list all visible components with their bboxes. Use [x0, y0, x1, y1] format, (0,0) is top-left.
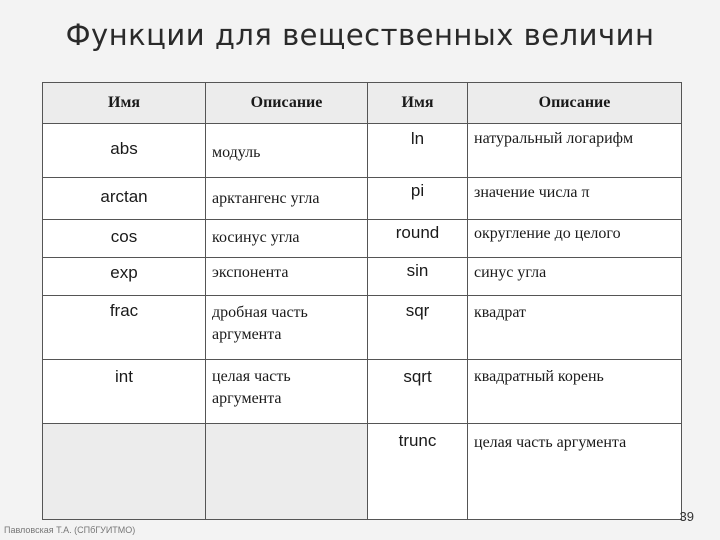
header-name-1: Имя: [43, 83, 206, 124]
function-description: округление до целого: [468, 220, 682, 258]
function-name: round: [368, 220, 468, 258]
table-row: [43, 220, 682, 258]
function-name: int: [43, 360, 206, 424]
function-description: квадратный корень: [468, 360, 682, 424]
function-name: sqr: [368, 296, 468, 360]
function-name: arctan: [43, 178, 206, 220]
function-name: sqrt: [368, 360, 468, 424]
table-row: [43, 296, 682, 360]
table-row: [43, 360, 682, 424]
footer-author: Павловская Т.А. (СПбГУИТМО): [4, 525, 136, 535]
function-name: cos: [43, 220, 206, 258]
table-row: [43, 424, 682, 520]
function-description: квадрат: [468, 296, 682, 360]
function-description: арктангенс угла: [206, 178, 368, 220]
function-description: значение числа π: [468, 178, 682, 220]
function-name: ln: [368, 124, 468, 178]
empty-cell: [206, 424, 368, 520]
function-description: модуль: [206, 124, 368, 178]
function-name: frac: [43, 296, 206, 360]
function-name: sin: [368, 258, 468, 296]
function-description: синус угла: [468, 258, 682, 296]
table-row: [43, 124, 682, 178]
function-description: натуральный логарифм: [468, 124, 682, 178]
header-description-2: Описание: [468, 83, 682, 124]
function-name: trunc: [368, 424, 468, 520]
table-header-row: [43, 83, 682, 124]
function-name: pi: [368, 178, 468, 220]
function-description: целая часть аргумента: [206, 360, 368, 424]
table-row: [43, 178, 682, 220]
function-description: косинус угла: [206, 220, 368, 258]
slide-title: Функции для вещественных величин: [65, 18, 655, 52]
table-row: [43, 258, 682, 296]
function-description: целая часть аргумента: [468, 424, 682, 520]
function-name: exp: [43, 258, 206, 296]
page-number: 39: [679, 509, 694, 524]
header-name-2: Имя: [368, 83, 468, 124]
function-name: abs: [43, 124, 206, 178]
function-description: экспонента: [206, 258, 368, 296]
functions-table: [42, 82, 682, 520]
function-description: дробная часть аргумента: [206, 296, 368, 360]
empty-cell: [43, 424, 206, 520]
header-description-1: Описание: [206, 83, 368, 124]
